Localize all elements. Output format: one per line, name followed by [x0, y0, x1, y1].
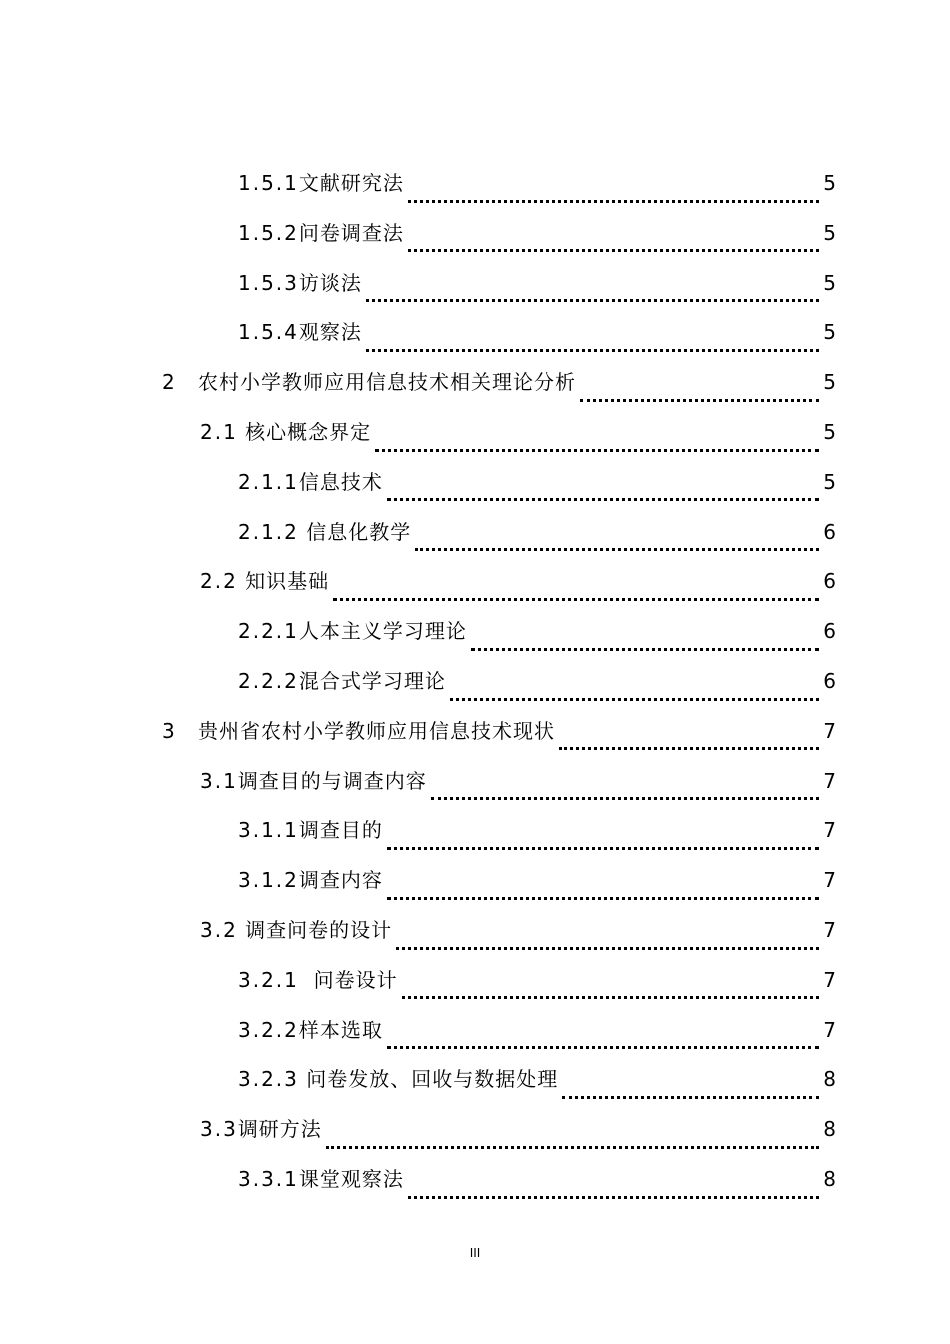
toc-entry[interactable]: [238, 805, 836, 855]
page-number-footer: III: [469, 1246, 481, 1260]
toc-entry-number: 2.1: [200, 420, 238, 444]
toc-entry-number: 3.1: [200, 768, 238, 793]
toc-entry-title: 观察法: [298, 320, 362, 345]
toc-dot-leader: [387, 478, 819, 501]
toc-entry-title: 调查内容: [298, 868, 383, 893]
toc-entry-page: 7: [823, 818, 836, 843]
toc-entry[interactable]: [238, 208, 836, 258]
toc-dot-leader: [387, 827, 819, 850]
toc-entry-number: 3.2.2: [238, 1017, 299, 1042]
toc-entry-number: 2.1.1: [238, 469, 299, 494]
toc-entry-page: 7: [823, 868, 836, 893]
toc-entry-title: 核心概念界定: [237, 420, 372, 444]
toc-dot-leader: [471, 628, 819, 651]
toc-entry-title: 问卷调查法: [298, 220, 404, 245]
toc-entry-title: 调查目的与调查内容: [237, 768, 427, 793]
toc-dot-leader: [408, 180, 819, 203]
toc-entry[interactable]: [200, 1104, 836, 1154]
toc-entry-number: 2.2.1: [238, 619, 299, 644]
toc-entry-title: 人本主义学习理论: [298, 619, 467, 644]
toc-entry-number: 3.3.1: [238, 1167, 299, 1191]
toc-entry-title: 访谈法: [298, 270, 362, 295]
toc-entry[interactable]: [238, 855, 836, 905]
toc-entry-page: 5: [823, 420, 836, 444]
toc-entry-number: 3.1.2: [238, 868, 299, 893]
toc-entry-title: 贵州省农村小学教师应用信息技术现状: [198, 718, 555, 743]
toc-entry-page: 6: [823, 519, 836, 544]
toc-entry[interactable]: [238, 158, 836, 208]
toc-entry-page: 6: [823, 669, 836, 693]
toc-entry-title: 课堂观察法: [298, 1167, 404, 1191]
toc-entry[interactable]: [238, 507, 836, 557]
toc-entry-number: 3.2: [200, 918, 238, 942]
toc-dot-leader: [387, 1026, 819, 1049]
toc-dot-leader: [366, 279, 819, 302]
toc-entry-title: 调查目的: [298, 818, 383, 843]
toc-entry-page: 5: [823, 469, 836, 494]
toc-entry-number: 3: [162, 718, 175, 743]
toc-dot-leader: [375, 429, 819, 452]
toc-entry-number: 3.3: [200, 1117, 238, 1142]
toc-entry-page: 8: [823, 1117, 836, 1142]
toc-entry-page: 6: [823, 569, 836, 594]
toc-entry-number: 2.2: [200, 569, 238, 594]
toc-entry[interactable]: [162, 357, 836, 407]
toc-entry-page: 5: [823, 220, 836, 245]
toc-entry-number: 2: [162, 370, 175, 395]
toc-entry-page: 5: [823, 320, 836, 345]
toc-dot-leader: [580, 379, 819, 402]
toc-entry[interactable]: [200, 905, 836, 955]
toc-entry-title: 调查问卷的设计: [237, 918, 393, 942]
toc-entry[interactable]: [238, 258, 836, 308]
toc-entry-page: 5: [823, 370, 836, 395]
toc-entry-title: 问卷发放、回收与数据处理: [298, 1067, 559, 1092]
toc-entry[interactable]: [238, 606, 836, 656]
toc-entry-number: 1.5.2: [238, 220, 299, 245]
toc-entry-title: 知识基础: [237, 569, 330, 594]
toc-dot-leader: [366, 329, 819, 352]
toc-entry-title: 文献研究法: [298, 171, 404, 195]
toc-dot-leader: [408, 229, 819, 252]
toc-entry[interactable]: [200, 756, 836, 806]
toc-entry[interactable]: [238, 1054, 836, 1104]
toc-dot-leader: [396, 927, 819, 950]
toc-entry-title: 信息技术: [298, 469, 383, 494]
toc-entry-page: 7: [823, 967, 836, 992]
toc-dot-leader: [333, 578, 819, 601]
toc-entry-title: 混合式学习理论: [298, 669, 446, 693]
toc-entry-number: 3.1.1: [238, 818, 299, 843]
toc-dot-leader: [431, 777, 819, 800]
toc-entry-page: 6: [823, 619, 836, 644]
toc-entry-number: 3.2.3: [238, 1067, 299, 1092]
toc-entry-page: 7: [823, 718, 836, 743]
toc-dot-leader: [450, 678, 819, 701]
toc-dot-leader: [326, 1126, 819, 1149]
toc-entry-page: 7: [823, 768, 836, 793]
toc-entry-number: 2.2.2: [238, 669, 299, 693]
toc-entry-page: 7: [823, 1017, 836, 1042]
toc-entry-page: 7: [823, 918, 836, 942]
toc-entry[interactable]: [238, 656, 836, 706]
toc-entry[interactable]: [238, 457, 836, 507]
toc-dot-leader: [402, 976, 820, 999]
toc-entry-number: 1.5.1: [238, 171, 299, 195]
toc-entry-number: 3.2.1: [238, 967, 299, 992]
toc-entry-title: 信息化教学: [298, 519, 412, 544]
toc-entry[interactable]: [200, 556, 836, 606]
toc-entry-page: 5: [823, 270, 836, 295]
toc-dot-leader: [408, 1176, 819, 1199]
toc-entry[interactable]: [238, 955, 836, 1005]
toc-dot-leader: [562, 1076, 819, 1099]
toc-dot-leader: [559, 727, 819, 750]
toc-entry-number: 1.5.3: [238, 270, 299, 295]
toc-entry-page: 5: [823, 171, 836, 195]
toc-entry-title: 农村小学教师应用信息技术相关理论分析: [198, 370, 576, 395]
toc-entry-page: 8: [823, 1067, 836, 1092]
toc-entry[interactable]: [238, 307, 836, 357]
toc-entry-number: 1.5.4: [238, 320, 299, 345]
toc-entry[interactable]: [200, 407, 836, 457]
toc-entry-title: 样本选取: [298, 1017, 383, 1042]
toc-entry[interactable]: [238, 1005, 836, 1055]
toc-dot-leader: [387, 877, 819, 900]
toc-entry-title: 调研方法: [237, 1117, 322, 1142]
toc-entry-title: 问卷设计: [298, 967, 398, 992]
toc-entry[interactable]: [238, 1154, 836, 1204]
toc-entry-number: 2.1.2: [238, 519, 299, 544]
toc-dot-leader: [415, 528, 819, 551]
toc-entry[interactable]: [162, 706, 836, 756]
toc-entry-page: 8: [823, 1167, 836, 1191]
